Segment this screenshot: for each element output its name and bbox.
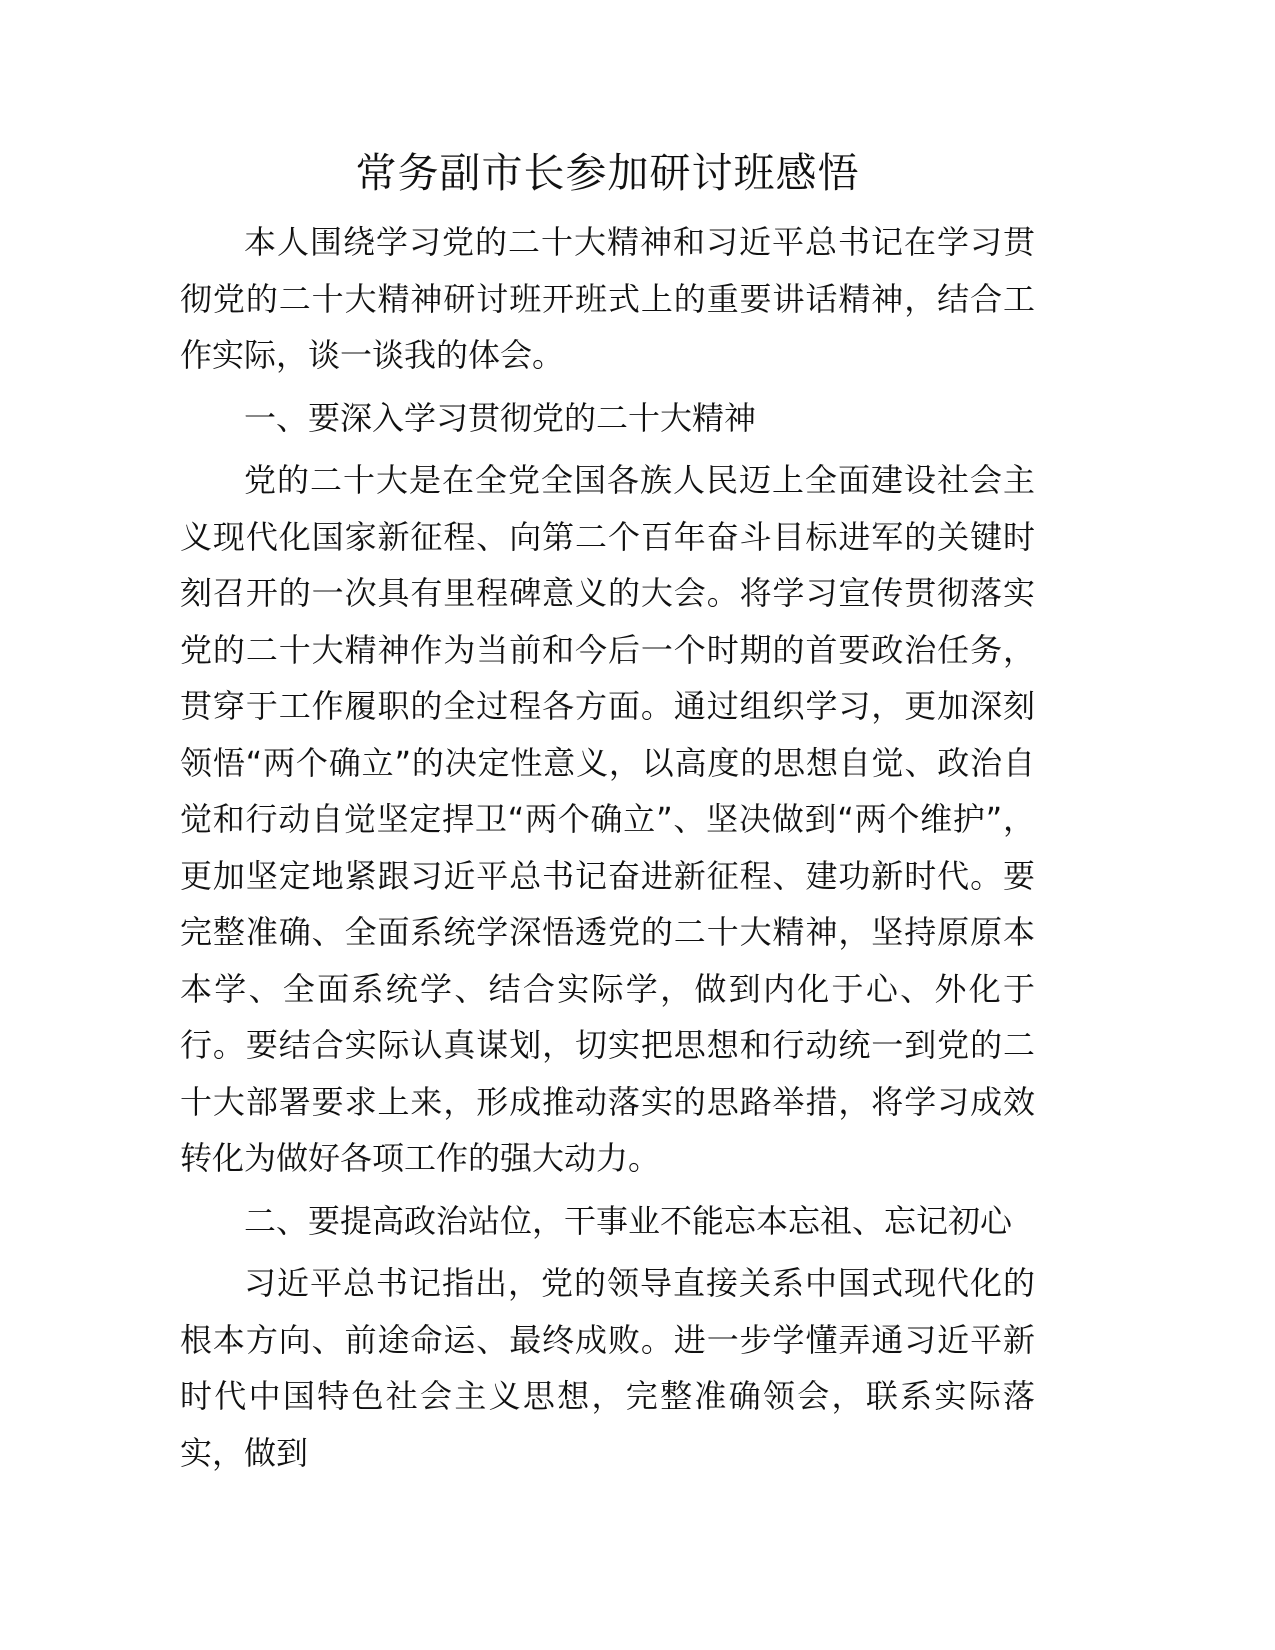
section-heading-1: 一、要深入学习贯彻党的二十大精神 — [244, 398, 757, 437]
section-heading-2: 二、要提高政治站位，干事业不能忘本忘祖、忘记初心 — [244, 1201, 1013, 1240]
document-body — [180, 214, 1035, 1481]
section-2-paragraph: 习近平总书记指出，党的领导直接关系中国式现代化的根本方向、前途命运、最终成败。进一步学懂弄通习近平新时代中国特色社会主义思想，完整准确领会，联系实际落实，做到 — [180, 1264, 1035, 1472]
document-title: 常务副市长参加研讨班感悟 — [355, 149, 860, 197]
intro-paragraph: 本人围绕学习党的二十大精神和习近平总书记在学习贯彻党的二十大精神研讨班开班式上的重要讲话精神，结合工作实际，谈一谈我的体会。 — [180, 223, 1035, 374]
section-1-paragraph: 党的二十大是在全党全国各族人民迈上全面建设社会主义现代化国家新征程、向第二个百年奋斗目标进军的关键时刻召开的一次具有里程碑意义的大会。将学习宣传贯彻落实党的二十大精神作为当前和今后一个时期的首要政治任务，贯穿于工作履职的全过程各方面。通过组织学习，更加深刻领悟“两个确立”的决定性意义，以高度的思想自觉、政治自觉和行动自觉坚定捍卫“两个确立”、坚决做到“两个维护”，更加坚定地紧跟习近平总书记奋进新征程、建功新时代。要完整准确、全面系统学深悟透党的二十大精神，坚持原原本本学、全面系统学、结合实际学，做到内化于心、外化于行。要结合实际认真谋划，切实把思想和行动统一到党的二十大部署要求上来，形成推动落实的思路举措，将学习成效转化为做好各项工作的强大动力。 — [180, 461, 1035, 1177]
